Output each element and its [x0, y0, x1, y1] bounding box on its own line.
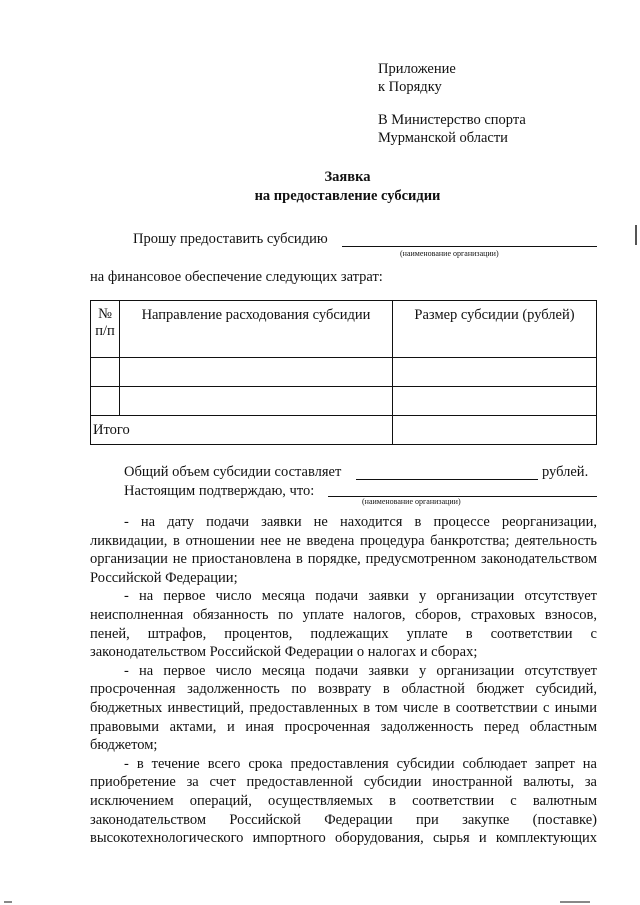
organization-name-blank[interactable] [342, 246, 597, 247]
total-amount-cell[interactable] [393, 416, 597, 445]
table-cell[interactable] [393, 358, 597, 387]
costs-table [90, 300, 597, 445]
header-amount: Размер субсидии (рублей) [393, 301, 597, 358]
total-label: Итого [91, 416, 393, 445]
table-row [91, 358, 597, 387]
total-amount-text: Общий объем субсидии составляет [124, 464, 342, 480]
header-direction: Направление расходования субсидии [120, 301, 393, 358]
condition-paragraph: - на первое число месяца подачи заявки у организации отсутствует просроченная задолженность по возврату в областной бюджет субсидий, бюджетных инвестиций, предоставленных в том числе в соответствии с иными правовыми актами, и иная просроченная задолженность перед областным бюджетом; [90, 662, 597, 754]
scan-margin-mark [635, 225, 637, 245]
confirm-organization-caption: (наименование организации) [362, 497, 461, 506]
annex-reference [378, 60, 456, 96]
table-cell[interactable] [393, 387, 597, 416]
header-number: № п/п [91, 301, 120, 358]
confirm-text: Настоящим подтверждаю, что: [124, 483, 315, 499]
condition-paragraph: - на первое число месяца подачи заявки у организации отсутствует неисполненная обязанность по уплате налогов, сборов, страховых взносов, пеней, штрафов, процентов, подлежащих уплате в соответствии с законодательством Российской Федерации о налогах и сборах; [90, 588, 597, 661]
request-text: Прошу предоставить субсидию [133, 231, 328, 247]
scan-edge-mark [4, 901, 12, 903]
table-header-row [91, 301, 597, 358]
annex-line-1: Приложение [378, 61, 456, 77]
title-line-2: на предоставление субсидии [254, 188, 441, 204]
table-cell[interactable] [120, 358, 393, 387]
condition-paragraph: - на дату подачи заявки не находится в процессе реорганизации, ликвидации, в отношении нее не введена процедура банкротства; деятельность организации не приостановлена в порядке, предусмотренном законодательством Российской Федерации; [90, 514, 597, 586]
title-line-1: Заявка [324, 169, 371, 185]
scan-edge-mark [560, 901, 590, 903]
conditions-text [90, 513, 597, 848]
purpose-text: на финансовое обеспечение следующих затрат: [90, 269, 383, 285]
document-title [0, 168, 640, 206]
table-cell[interactable] [91, 358, 120, 387]
total-amount-blank[interactable] [356, 479, 538, 480]
table-row [91, 387, 597, 416]
annex-line-2: к Порядку [378, 79, 442, 95]
addressee [378, 111, 526, 147]
table-cell[interactable] [120, 387, 393, 416]
addressee-line-1: В Министерство спорта [378, 112, 526, 128]
addressee-line-2: Мурманской области [378, 130, 508, 146]
condition-paragraph: - в течение всего срока предоставления субсидии соблюдает запрет на приобретение за счет предоставленной субсидии иностранной валюты, за исключением операций, осуществляемых в соответствии с валютным законодательством Российской Федерации при закупке (поставке) высокотехнологического импортного оборудования, сырья и комплектующих [90, 755, 597, 847]
table-cell[interactable] [91, 387, 120, 416]
table-total-row [91, 416, 597, 445]
currency-label: рублей. [542, 464, 589, 480]
organization-name-caption: (наименование организации) [400, 249, 499, 258]
